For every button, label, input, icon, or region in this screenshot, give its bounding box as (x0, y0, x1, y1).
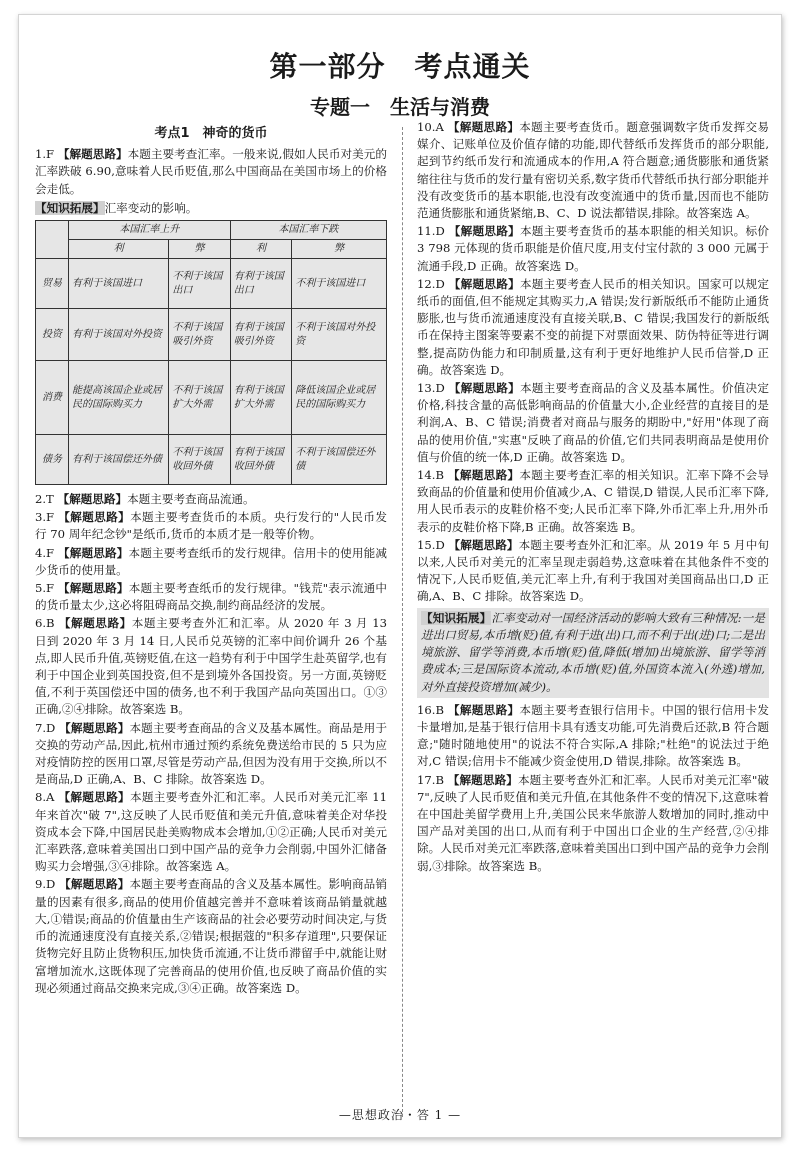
knowledge-text-2: 汇率变动对一国经济活动的影响大致有三种情况:一是进出口贸易,本币增(贬)值,有利于进(出)口,而不利于出(进)口;二是出境旅游、留学等消费,本币增(贬)值,降低(增加)出境旅游、留学等消费成本;三是国际资本流动,本币增(贬)值,外国资本流入(外逃)增加,对外直接投资增加(减少)。 (421, 610, 765, 694)
cell: 有利于该国扩大外需 (230, 361, 291, 435)
answer-item-17 (417, 772, 769, 875)
answer-text: 本题主要考查纸币的发行规律。信用卡的使用能减少货币的使用量。 (35, 545, 387, 577)
answer-text: 本题主要考查货币。题意强调数字货币发挥交易媒介、记账单位及价值存储的功能,即代替纸币发挥货币的部分职能,起到节约纸币发行和流通成本的作用,A 符合题意;通货膨胀和通货紧缩往往与货币的发行量有密切关系,数字货币代替纸币执行部分职能并没有改变货币的基本职能,也没有改变流通中的货币量,因而也不能防范通货膨胀和通货紧缩,B、C、D 说法都错误,排除。故答案选 A。 (417, 120, 769, 221)
header-up: 本国汇率上升 (69, 221, 231, 240)
answer-tag: 【解题思路】 (59, 720, 130, 735)
table-row (36, 361, 387, 435)
answer-number: 5.F (35, 581, 55, 596)
answer-item-12 (417, 276, 769, 379)
answer-item-6 (35, 615, 387, 718)
knowledge-box (417, 608, 769, 698)
answer-text: 本题主要考查货币的基本职能的相关知识。标价 3 798 元体现的货币职能是价值尺度,用支付宝付款的 3 000 元属于流通手段,D 正确。故答案选 D。 (417, 224, 769, 273)
row-label: 投资 (36, 309, 69, 361)
page-title: 第一部分 考点通关 (269, 50, 531, 83)
header-pro: 利 (69, 240, 169, 259)
answer-number: 9.D (35, 877, 56, 892)
answer-item-5 (35, 580, 387, 614)
answer-item-1 (35, 146, 387, 198)
table-header-row (36, 221, 387, 240)
answer-item-9 (35, 876, 387, 996)
answer-tag: 【解题思路】 (58, 510, 131, 525)
header-con: 弊 (169, 240, 230, 259)
knowledge-title: 汇率变动的影响。 (104, 200, 198, 215)
answer-text: 本题主要考查汇率。一般来说,假如人民币对美元的汇率跌破 6.90,意味着人民币贬值,那么中国商品在美国市场上的价格会走低。 (35, 147, 387, 196)
answer-item-10 (417, 119, 769, 222)
answer-tag: 【解题思路】 (448, 381, 520, 396)
table-subheader-row (36, 240, 387, 259)
answer-text: 本题主要考查外汇和汇率。人民币对美元汇率 11 年来首次"破 7",这反映了人民币贬值和美元升值,意味着美企对华投资成本会下降,中国居民赴美购物成本会增加,①②正确;人民币对美元汇率跌落,意味着美国出口到中国产品的竞争力会削弱,中国外汇储备购买力会增强,③④排除。故答案选 A。 (35, 790, 387, 874)
answer-number: 8.A (35, 790, 55, 805)
header-pro: 利 (230, 240, 291, 259)
answer-text: 本题主要考查货币的本质。央行发行的"人民币发行 70 周年纪念钞"是纸币,货币的本质才是一般等价物。 (35, 510, 387, 542)
knowledge-label-2: 【知识拓展】 (421, 610, 492, 625)
answer-item-3 (35, 509, 387, 543)
answer-tag: 【解题思路】 (447, 120, 520, 134)
answer-text: 本题主要考查商品的含义及基本属性。商品是用于交换的劳动产品,因此,杭州市通过预约系统免费送给市民的 5 只为应对疫情防控的医用口罩,尽管是劳动产品,但因为没有用于交换,所以不是商品,D 正确,A、B、C 排除。故答案选 D。 (35, 720, 387, 787)
answer-item-14 (417, 467, 769, 536)
answer-number: 4.F (35, 545, 55, 560)
table-row (36, 259, 387, 309)
answer-page (18, 14, 782, 1138)
table-row (36, 435, 387, 485)
cell: 不利于该国进口 (292, 259, 387, 309)
answer-item-11 (417, 223, 769, 275)
row-label: 债务 (36, 435, 69, 485)
answer-item-13 (417, 380, 769, 466)
answer-number: 13.D (417, 381, 445, 396)
row-label: 贸易 (36, 259, 69, 309)
column-divider (402, 127, 403, 1117)
answer-text: 本题主要考查汇率的相关知识。汇率下降不会导致商品的价值量和使用价值减少,A、C 错误,D 错误,人民币汇率下降,用人民币表示的皮鞋价格不变;人民币汇率下降,外币汇率上升,用外币表示的皮鞋价格下降,B 正确。故答案选 B。 (417, 468, 769, 534)
answer-number: 12.D (417, 276, 445, 291)
answer-text: 本题主要考查外汇和汇率。从 2019 年 5 月中旬以来,人民币对美元的汇率呈现走弱趋势,这意味着在其他条件不变的情况下,人民币贬值,美元汇率上升,有利于我国对美国商品出口,D 正确,A、B、C 排除。故答案选 D。 (417, 537, 770, 604)
answer-item-4 (35, 545, 387, 579)
answer-text: 本题主要考查人民币的相关知识。国家可以规定纸币的面值,但不能规定其购买力,A 错误;发行新版纸币不能防止通货膨胀,也与货币流通速度没有直接关联,B、C 错误;我国发行的新版纸币在保持主图案等要素不变的前提下对票面效果、防伪特征等进行调整,提高防伪能力和印制质量,这有利于更好地维护人民币信誉,D 正确。故答案选 D。 (417, 276, 769, 377)
answer-number: 16.B (417, 702, 444, 717)
answer-item-15 (417, 537, 769, 606)
answer-text: 本题主要考查外汇和汇率。人民币对美元汇率"破 7",反映了人民币贬值和美元升值,在其他条件不变的情况下,这意味着在中国赴美留学费用上升,美国公民来华旅游人数增加的同时,推动中国产品对美国的出口,从而有利于中国出口企业的生产经营,②④排除。人民币对美元汇率跌落,意味着美国出口到中国产品的竞争力会削弱,③排除。故答案选 B。 (417, 772, 769, 873)
answer-number: 2.T (35, 492, 54, 507)
header-down: 本国汇率下跌 (230, 221, 386, 240)
knowledge-heading (35, 200, 387, 217)
cell: 有利于该国出口 (230, 259, 291, 309)
answer-tag: 【解题思路】 (447, 702, 520, 717)
cell: 不利于该国对外投资 (292, 309, 387, 361)
right-column (417, 119, 769, 876)
cell: 有利于该国进口 (69, 259, 169, 309)
answer-tag: 【解题思路】 (57, 581, 129, 596)
cell: 有利于该国吸引外资 (230, 309, 291, 361)
answer-tag: 【解题思路】 (58, 790, 130, 805)
cell: 有利于该国对外投资 (69, 309, 169, 361)
answer-tag: 【解题思路】 (57, 147, 128, 162)
left-column (35, 119, 387, 998)
answer-text: 本题主要考查商品流通。 (127, 492, 255, 507)
cell: 降低该国企业或居民的国际购买力 (292, 361, 387, 435)
answer-item-7 (35, 720, 387, 789)
answer-tag: 【解题思路】 (448, 224, 520, 239)
exchange-rate-table (35, 220, 387, 485)
answer-item-8 (35, 789, 387, 875)
answer-number: 15.D (417, 537, 445, 552)
answer-tag: 【解题思路】 (58, 616, 132, 631)
cell: 不利于该国扩大外需 (169, 361, 230, 435)
answer-number: 17.B (417, 772, 444, 787)
answer-tag: 【解题思路】 (448, 537, 519, 552)
table-corner (36, 221, 69, 259)
cell: 不利于该国偿还外债 (292, 435, 387, 485)
page-footer: —思想政治・答 1 — (338, 1108, 462, 1122)
answer-tag: 【解题思路】 (447, 772, 518, 787)
answer-number: 11.D (417, 224, 445, 239)
answer-text: 本题主要考查纸币的发行规律。"钱荒"表示流通中的货币量太少,这必将阻碍商品交换,制约商品经济的发展。 (35, 581, 387, 613)
section-heading: 考点1 神奇的货币 (154, 126, 268, 141)
answer-tag: 【解题思路】 (447, 468, 520, 483)
answer-number: 3.F (35, 510, 55, 525)
answer-text: 本题主要考查商品的含义及基本属性。价值决定价格,科技含量的高低影响商品的价值量大小,企业经营的直接目的是利润,A、B、C 错误;消费者对商品与服务的期盼中,"好用"体现了商品的使用价值,"实惠"反映了商品的价值,它们共同表明商品是使用价值与价值的统一体,D 正确。故答案选 D。 (417, 381, 769, 464)
answer-tag: 【解题思路】 (59, 877, 130, 892)
answer-number: 10.A (417, 120, 444, 134)
answer-tag: 【解题思路】 (57, 492, 128, 507)
answer-tag: 【解题思路】 (57, 545, 129, 560)
row-label: 消费 (36, 361, 69, 435)
cell: 不利于该国收回外债 (169, 435, 230, 485)
cell: 不利于该国吸引外资 (169, 309, 230, 361)
header-con: 弊 (292, 240, 387, 259)
answer-tag: 【解题思路】 (448, 276, 520, 291)
knowledge-label: 【知识拓展】 (35, 200, 105, 215)
answer-number: 14.B (417, 468, 444, 483)
cell: 能提高该国企业或居民的国际购买力 (69, 361, 169, 435)
cell: 有利于该国收回外债 (230, 435, 291, 485)
cell: 有利于该国偿还外债 (69, 435, 169, 485)
page-subtitle: 专题一 生活与消费 (310, 95, 490, 119)
answer-item-16 (417, 702, 769, 771)
answer-number: 6.B (35, 616, 55, 631)
answer-number: 1.F (35, 147, 55, 162)
answer-number: 7.D (35, 720, 56, 735)
cell: 不利于该国出口 (169, 259, 230, 309)
answer-text: 本题主要考查银行信用卡。中国的银行信用卡发卡量增加,是基于银行信用卡具有透支功能,可先消费后还款,B 符合题意;"随时随地使用"的说法不符合实际,A 排除;"杜绝"的说法过于绝对,C 错误;信用卡不能减少资金使用,D 错误,排除。故答案选 B。 (417, 702, 769, 769)
answer-text: 本题主要考查商品的含义及基本属性。影响商品销量的因素有很多,商品的使用价值越完善并不意味着该商品销量就越大,①错误;商品的价值量由生产该商品的社会必要劳动时间决定,与货币的流通速度没有直接关系,②错误;根据蔻的"积多存道理",只要保证货物完好且防止货物积压,加快货币流通,不让货币滞留手中,就能让财富增加流水,这既体现了完善商品的使用价值,也反映了商品价值的实现必须通过商品交换来完成,③④正确。故答案选 D。 (35, 877, 387, 995)
answer-item-2 (35, 491, 387, 508)
answer-text: 本题主要考查外汇和汇率。从 2020 年 3 月 13 日到 2020 年 3 月 14 日,人民币兑英镑的汇率中间价调升 26 个基点,即人民币升值,英镑贬值,在这一趋势有利于中国学生赴英留学,也有利于中国企业到英国投资,但不是到境外各国投资。另一方面,英镑贬值,不利于英国偿还中国的债务,也不利于我国产品向英国出口。①③正确,②④排除。故答案选 B。 (35, 616, 387, 717)
table-row (36, 309, 387, 361)
